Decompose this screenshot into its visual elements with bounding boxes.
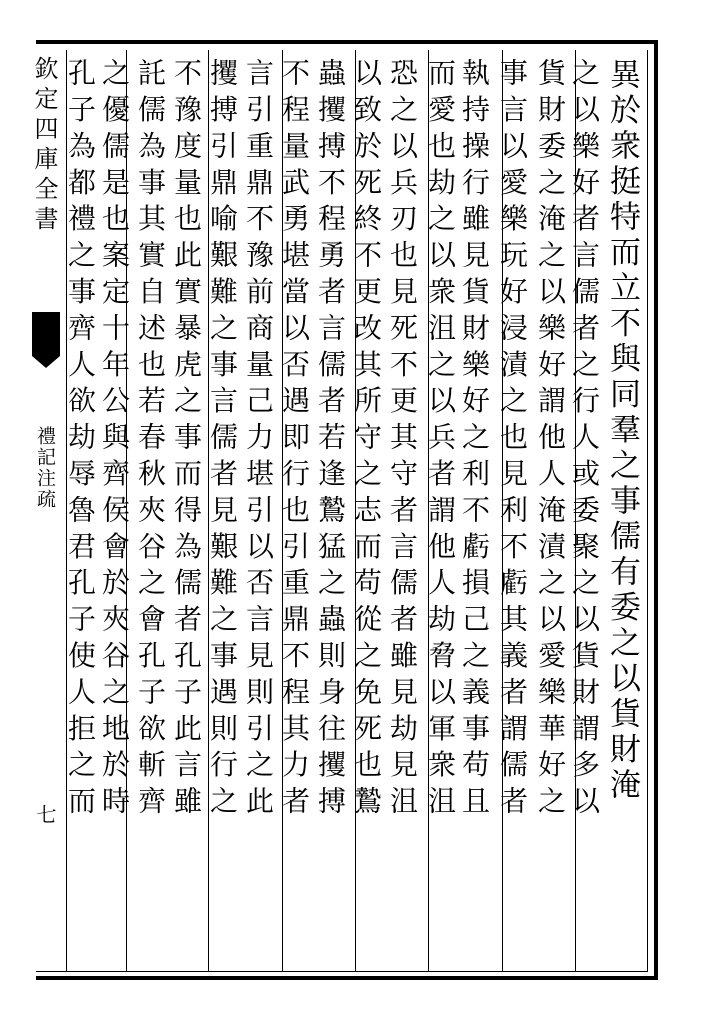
text-column-3: 貨財委之淹之以樂好謂他人淹漬之以愛樂華好之 [534,58,567,823]
text-column-12: 攫搏引鼎喻艱難之事言儒者見艱難之事遇則行之 [206,58,239,823]
page-number: 七 [33,804,57,824]
text-column-6: 而愛也劫之以衆沮之以兵者謂他人劫脅以軍衆沮 [424,58,457,823]
text-column-7: 恐之以兵刃也見死不更其守者言儒者雖見劫見沮 [386,58,419,823]
margin-title: 欽定四庫全書 [30,56,58,236]
text-column-8: 以致於死終不更改其所守之志而苟從之免死也鷙 [350,58,383,823]
text-column-5: 執持操行雖見貨財樂好之利不虧損己之義事苟且 [458,58,491,823]
fish-tail-mark [32,312,60,356]
text-columns [66,58,646,970]
text-column-14: 託儒為事其實自述也若春秋夾谷之會孔子欲斬齊 [134,58,167,823]
book-title: 禮記注疏 [34,426,56,510]
text-column-1: 異於衆挺特而立不與同羣之事儒有委之以貨財淹 [604,58,640,804]
text-column-10: 不程量武勇堪當以否遇即行也引重鼎不程其力者 [278,58,311,823]
text-column-16: 孔子為都禮之事齊人欲劫辱魯君孔子使人拒之而 [64,58,97,823]
text-column-11: 言引重鼎不豫前商量己力堪引以否言見則引之此 [242,58,275,823]
text-column-13: 不豫度量也此實暴虎之事而得為儒者孔子此言雖 [170,58,203,823]
text-column-9: 蟲攫搏不程勇者言儒者若逢鷙猛之蟲則身往攫搏 [314,58,347,823]
text-column-4: 事言以愛樂玩好浸漬之也見利不虧其義者謂儒者 [496,58,529,823]
page-margin [26,56,62,956]
text-column-2: 之以樂好者言儒者之行人或委聚之以貨財謂多以 [568,58,601,823]
text-column-15: 之優儒是也案定十年公與齊侯會於夾谷之地於時 [98,58,131,823]
